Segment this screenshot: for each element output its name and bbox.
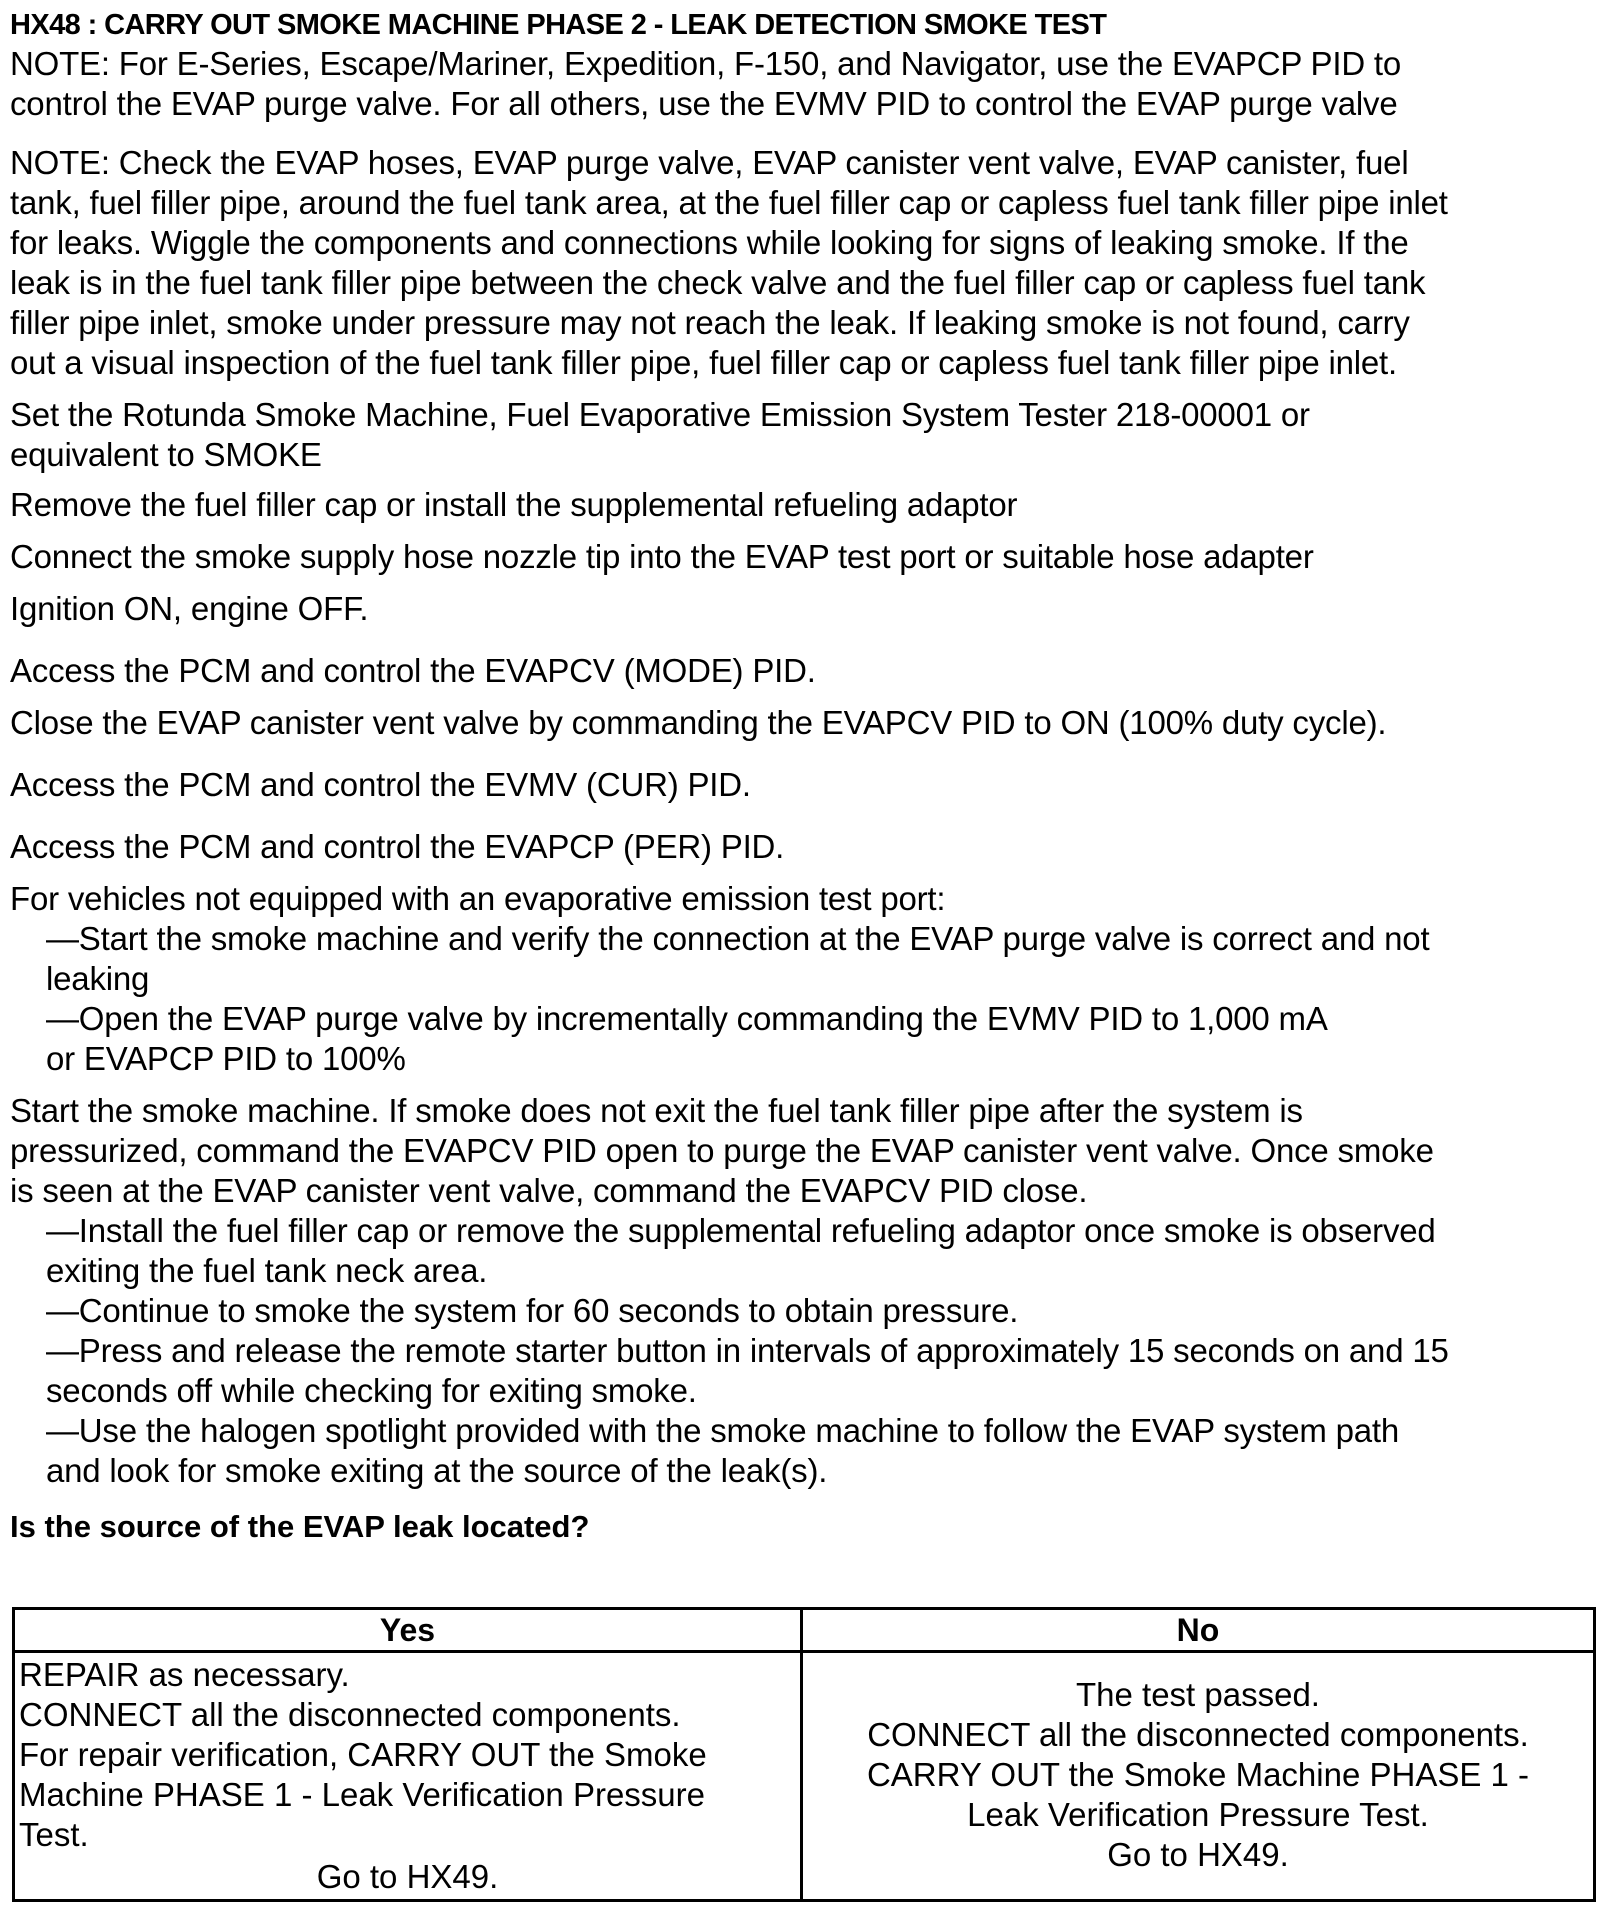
text-line: out a visual inspection of the fuel tank filler pipe, fuel filler cap or capless fuel tank filler pipe inlet. [10,344,1397,381]
text-line: for leaks. Wiggle the components and connections while looking for signs of leaking smoke. If the [10,224,1409,261]
table-header-row [14,1609,1595,1652]
text-line: filler pipe inlet, smoke under pressure may not reach the leak. If leaking smoke is not found, carry [10,304,1410,341]
text-line: Access the PCM and control the EVMV (CUR) PID. [10,766,751,803]
text-line: seconds off while checking for exiting smoke. [46,1372,697,1409]
text-line: REPAIR as necessary. [19,1656,350,1693]
text-line: Leak Verification Pressure Test. [967,1796,1429,1833]
text-line: Access the PCM and control the EVAPCP (PER) PID. [10,828,785,865]
text-line: Remove the fuel filler cap or install the supplemental refueling adaptor [10,486,1018,523]
text-line: —Press and release the remote starter button in intervals of approximately 15 seconds on and 15 [46,1332,1449,1369]
step-title: HX48 : CARRY OUT SMOKE MACHINE PHASE 2 - LEAK DETECTION SMOKE TEST [10,9,1107,41]
text-line: Machine PHASE 1 - Leak Verification Pressure [19,1776,705,1813]
text-line: leak is in the fuel tank filler pipe between the check valve and the fuel filler cap or capless fuel tank [10,264,1426,301]
step-set-smoke-machine [10,395,1595,475]
text-line: Start the smoke machine. If smoke does not exit the fuel tank filler pipe after the system is [10,1092,1303,1129]
text-line: Test. [19,1816,89,1853]
step-remove-filler-cap [10,485,1595,525]
step-ignition [10,589,1595,629]
text-line: Close the EVAP canister vent valve by commanding the EVAPCV PID to ON (100% duty cycle). [10,704,1387,741]
step-access-evapcv [10,651,1595,691]
text-line: —Install the fuel filler cap or remove the supplemental refueling adaptor once smoke is observed [46,1212,1436,1249]
step-access-evmv [10,765,1595,805]
yes-no-table [12,1607,1596,1902]
text-line: equivalent to SMOKE [10,436,322,473]
yes-goto: Go to HX49. [316,1858,499,1895]
text-line: For vehicles not equipped with an evaporative emission test port: [10,880,946,917]
no-cell [802,1652,1595,1901]
text-line: NOTE: For E-Series, Escape/Mariner, Expedition, F-150, and Navigator, use the EVAPCP PID to [10,45,1402,82]
text-line: and look for smoke exiting at the source of the leak(s). [46,1452,828,1489]
yes-cell [14,1652,802,1901]
step-close-vent-valve [10,703,1595,743]
text-line: CONNECT all the disconnected components. [19,1696,681,1733]
text-line: pressurized, command the EVAPCV PID open to purge the EVAP canister vent valve. Once smoke [10,1132,1434,1169]
no-header: No [802,1609,1595,1652]
text-line: is seen at the EVAP canister vent valve, command the EVAPCV PID close. [10,1172,1088,1209]
no-goto: Go to HX49. [1107,1836,1289,1873]
text-line: —Continue to smoke the system for 60 seconds to obtain pressure. [46,1292,1019,1329]
step-no-test-port [10,879,1595,1079]
text-line: or EVAPCP PID to 100% [46,1040,406,1077]
text-line: —Start the smoke machine and verify the connection at the EVAP purge valve is correct and not [46,920,1430,957]
text-line: control the EVAP purge valve. For all others, use the EVMV PID to control the EVAP purge valve [10,85,1398,122]
note-evapcp [10,44,1595,124]
text-line: CARRY OUT the Smoke Machine PHASE 1 - [866,1756,1530,1793]
text-line: leaking [46,960,150,997]
note-check-hoses [10,143,1595,383]
step-access-evapcp [10,827,1595,867]
table-row [14,1652,1595,1901]
text-line: The test passed. [1076,1676,1320,1713]
step-start-smoke [10,1091,1595,1491]
yes-header: Yes [14,1609,802,1652]
text-line: Set the Rotunda Smoke Machine, Fuel Evaporative Emission System Tester 218-00001 or [10,396,1310,433]
text-line: For repair verification, CARRY OUT the Smoke [19,1736,707,1773]
text-line: exiting the fuel tank neck area. [46,1252,488,1289]
text-line: tank, fuel filler pipe, around the fuel tank area, at the fuel filler cap or capless fuel tank filler pipe inlet [10,184,1448,221]
text-line: —Open the EVAP purge valve by incrementally commanding the EVMV PID to 1,000 mA [46,1000,1328,1037]
text-line: Access the PCM and control the EVAPCV (MODE) PID. [10,652,816,689]
text-line: —Use the halogen spotlight provided with the smoke machine to follow the EVAP system path [46,1412,1400,1449]
text-line: NOTE: Check the EVAP hoses, EVAP purge valve, EVAP canister vent valve, EVAP canister, fuel [10,144,1409,181]
text-line: Connect the smoke supply hose nozzle tip into the EVAP test port or suitable hose adapter [10,538,1314,575]
text-line: CONNECT all the disconnected components. [867,1716,1529,1753]
text-line: Ignition ON, engine OFF. [10,590,369,627]
step-connect-hose [10,537,1595,577]
question: Is the source of the EVAP leak located? [10,1509,590,1544]
